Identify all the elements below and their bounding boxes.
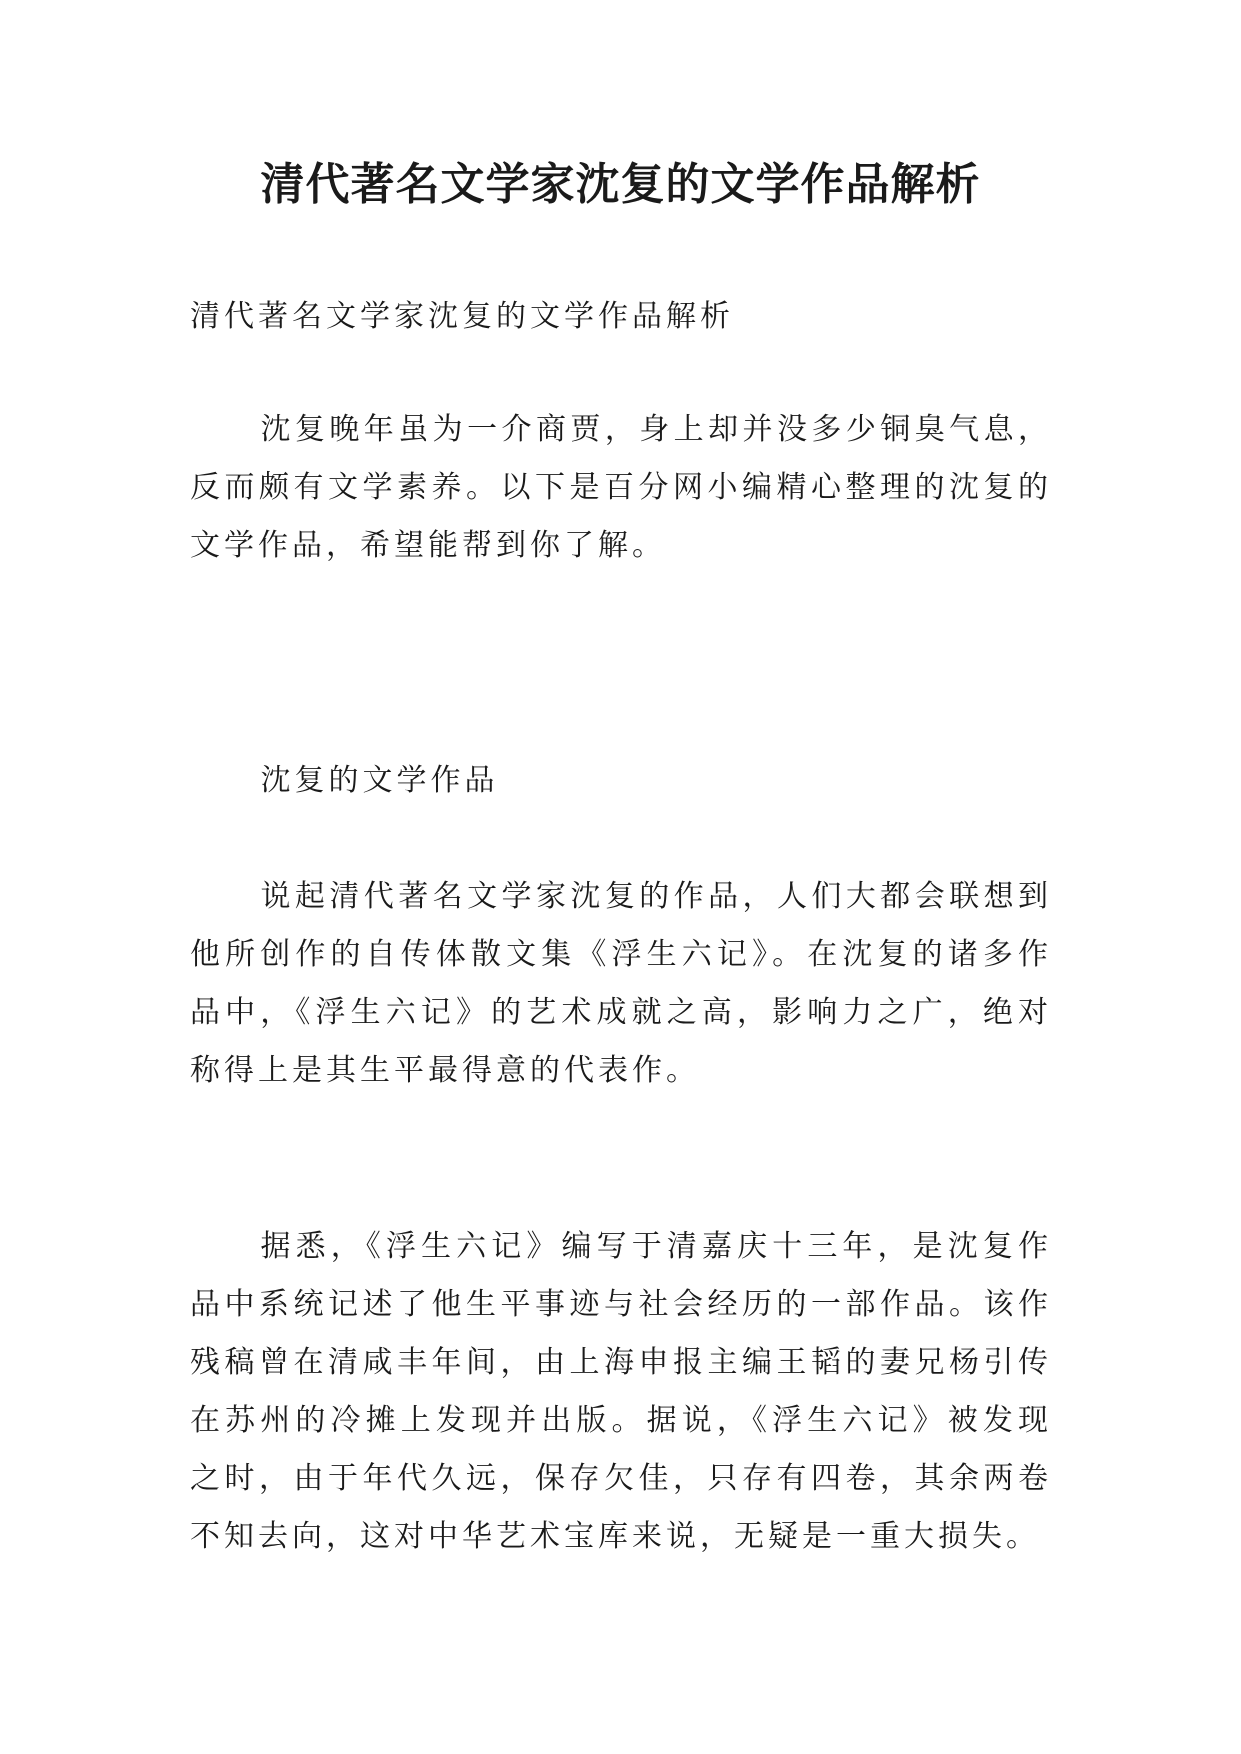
- document-subtitle: 清代著名文学家沈复的文学作品解析: [190, 299, 734, 334]
- document-title: 清代著名文学家沈复的文学作品解析: [260, 159, 981, 210]
- intro-paragraph: 沈复晚年虽为一介商贾，身上却并没多少铜臭气息，反而颇有文学素养。以下是百分网小编精心整理的沈复的文学作品，希望能帮到你了解。: [190, 412, 1052, 563]
- body-paragraph-2: 据悉，《浮生六记》编写于清嘉庆十三年，是沈复作品中系统记述了他生平事迹与社会经历的一部作品。该作残稿曾在清咸丰年间，由上海申报主编王韬的妻兄杨引传在苏州的冷摊上发现并出版。据说，《浮生六记》被发现之时，由于年代久远，保存欠佳，只存有四卷，其余两卷不知去向，这对中华艺术宝库来说，无疑是一重大损失。: [190, 1229, 1052, 1554]
- section-heading: 沈复的文学作品: [260, 763, 499, 798]
- body-paragraph-1: 说起清代著名文学家沈复的作品，人们大都会联想到他所创作的自传体散文集《浮生六记》。在沈复的诸多作品中，《浮生六记》的艺术成就之高，影响力之广，绝对称得上是其生平最得意的代表作。: [190, 879, 1052, 1088]
